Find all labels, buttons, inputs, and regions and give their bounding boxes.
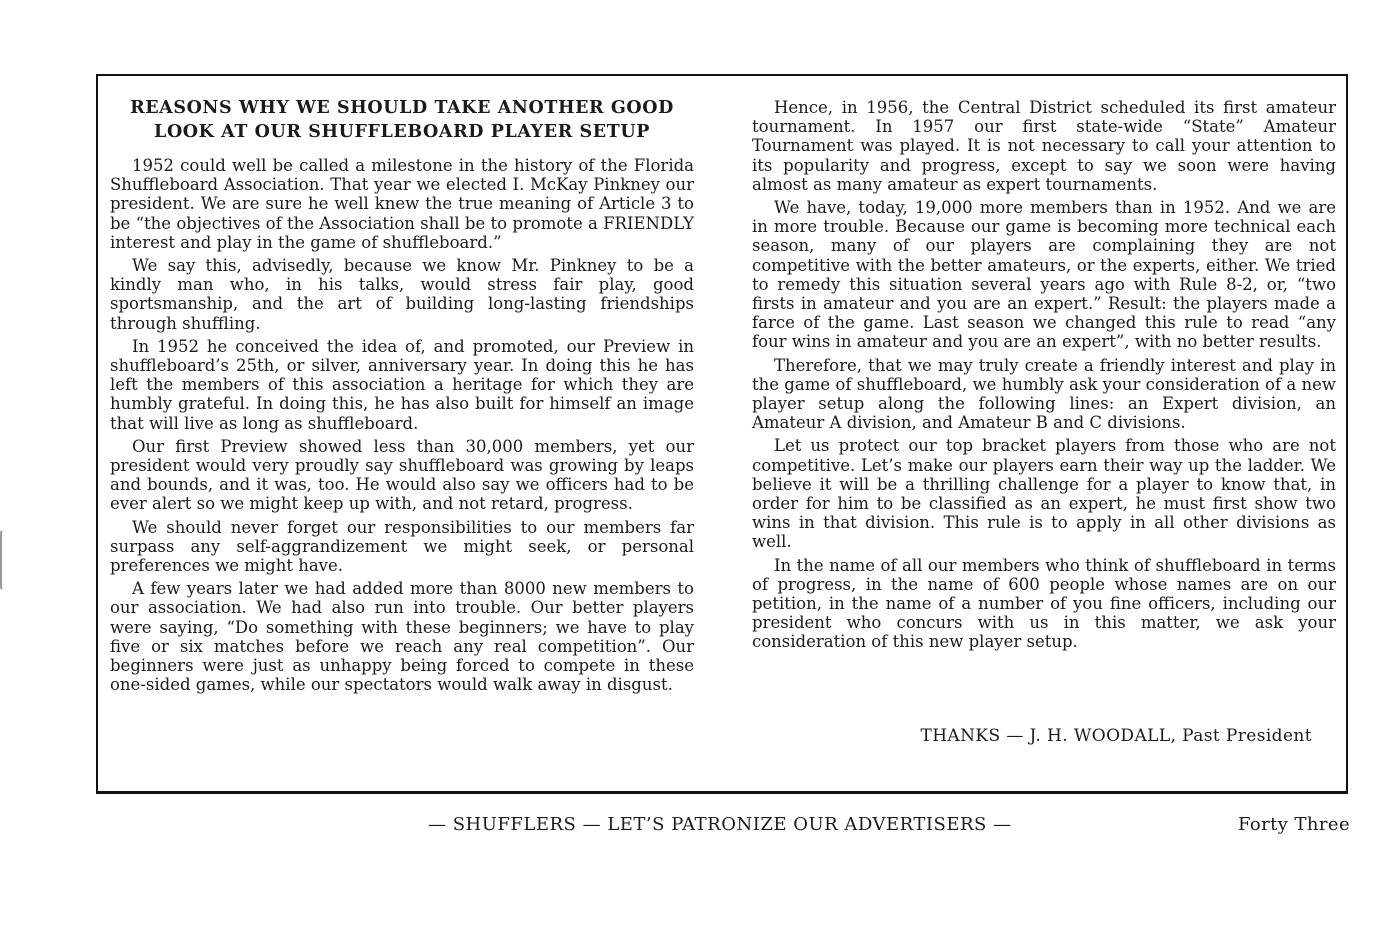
- footer-slogan: — SHUFFLERS — LET’S PATRONIZE OUR ADVERTISERS —: [428, 814, 1012, 835]
- headline-line-1: REASONS WHY WE SHOULD TAKE ANOTHER GOOD: [130, 98, 674, 118]
- article-box: [96, 74, 1348, 794]
- page-number: Forty Three: [1238, 814, 1350, 835]
- left-paragraph-2: We say this, advisedly, because we know Mr. Pinkney to be a kindly man who, in his talks, would stress fair play, good sportsmanship, and the art of building long-lasting friendships through shuffling.: [110, 256, 694, 333]
- article-signature: THANKS — J. H. WOODALL, Past President: [920, 726, 1312, 746]
- article-headline: [110, 96, 694, 144]
- left-paragraph-3: In 1952 he conceived the idea of, and promoted, our Preview in shuffleboard’s 25th, or silver, anniversary year. In doing this he has left the members of this association a heritage for which they are humbly grateful. In doing this, he has also built for himself an image that will live as long as shuffleboard.: [110, 336, 694, 433]
- right-paragraph-4: Let us protect our top bracket players from those who are not competitive. Let’s make our players earn their way up the ladder. We believe it will be a thrilling challenge for a player to know that, in order for him to be classified as an expert, he must first show two wins in that division. This rule is to apply in all other divisions as well.: [752, 436, 1336, 552]
- article-right-column: [752, 98, 1336, 656]
- left-paragraph-4: Our first Preview showed less than 30,000 members, yet our president would very proudly say shuffleboard was growing by leaps and bounds, and it was, too. He would also say we officers had to be ever alert so we might keep up with, and not retard, progress.: [110, 436, 694, 514]
- left-paragraph-1: 1952 could well be called a milestone in the history of the Florida Shuffleboard Association. That year we elected I. McKay Pinkney our president. We are sure he well knew the true meaning of Article 3 to be “the objectives of the Association shall be to promote a FRIENDLY interest and play in the game of shuffleboard.”: [110, 156, 694, 252]
- right-paragraph-5: In the name of all our members who think of shuffleboard in terms of progress, in the name of 600 people whose names are on our petition, in the name of a number of you fine officers, including our president who concurs with us in this matter, we ask your consideration of this new player setup.: [752, 555, 1336, 652]
- article-left-column: [110, 96, 694, 698]
- right-paragraph-3: Therefore, that we may truly create a friendly interest and play in the game of shuffleboard, we humbly ask your consideration of a new player setup along the following lines: an Expert division, an Amateur A division, and Amateur B and C divisions.: [752, 355, 1336, 433]
- left-paragraph-5: We should never forget our responsibilities to our members far surpass any self-aggrandizement we might seek, or personal preferences we might have.: [110, 517, 694, 576]
- left-paragraph-6: A few years later we had added more than 8000 new members to our association. We had also run into trouble. Our better players were saying, “Do something with these beginners; we have to play five or six matches before we reach any real competition”. Our beginners were just as unhappy being forced to compete in these one-sided games, while our spectators would walk away in disgust.: [110, 579, 694, 695]
- page-edge-mark: [0, 530, 8, 590]
- headline-line-2: LOOK AT OUR SHUFFLEBOARD PLAYER SETUP: [154, 122, 650, 142]
- right-paragraph-1: Hence, in 1956, the Central District scheduled its first amateur tournament. In 1957 our first state-wide “State” Amateur Tournament was played. It is not necessary to call your attention to its popularity and progress, except to say we soon were having almost as many amateur as expert tournaments.: [752, 98, 1336, 194]
- right-paragraph-2: We have, today, 19,000 more members than in 1952. And we are in more trouble. Because our game is becoming more technical each season, many of our players are complaining they are not competitive with the better amateurs, or the experts, either. We tried to remedy this situation several years ago with Rule 8-2, or, “two firsts in amateur and you are an expert.” Result: the players made a farce of the game. Last season we changed this rule to read “any four wins in amateur and you are an expert”, with no better results.: [752, 198, 1336, 352]
